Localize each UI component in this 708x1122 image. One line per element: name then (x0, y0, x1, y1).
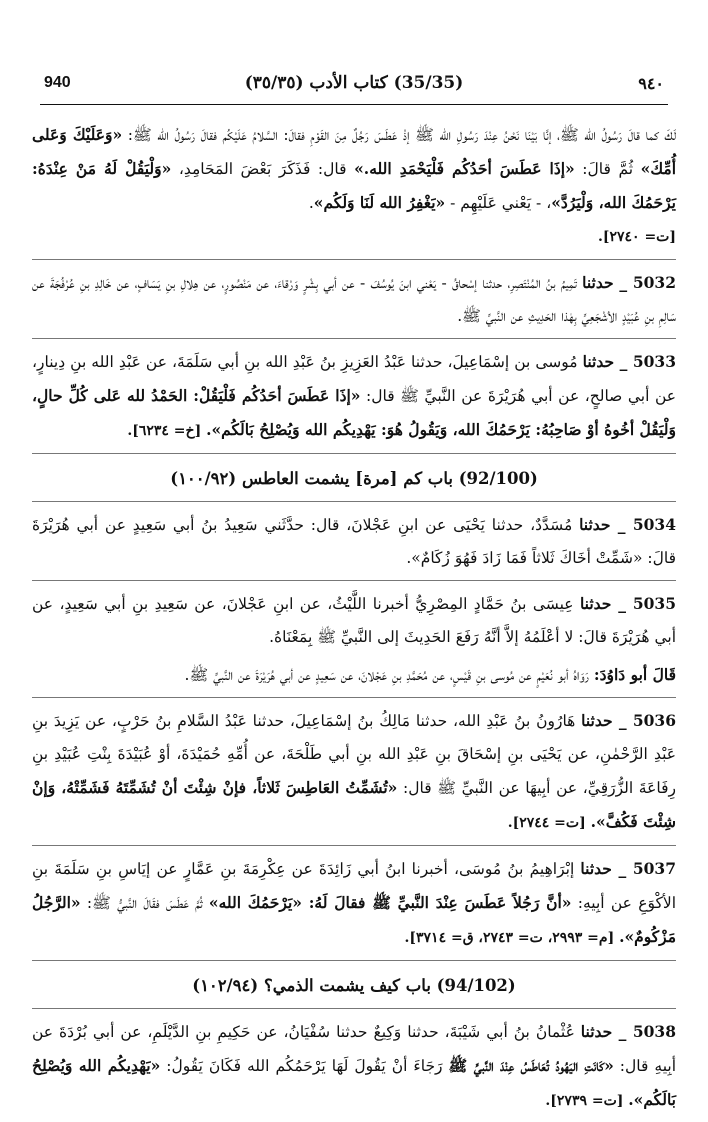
hadith-number: 5037 _ حدثنا (580, 859, 676, 878)
divider (32, 338, 676, 339)
page-header (40, 68, 668, 105)
hadith-5036: 5036 _ حدثنا هَارُونُ بنُ عَبْدِ الله، حدثنا مَالِكُ بنُ إسْمَاعِيلَ، حدثنا عَبْدُ السَّلامِ بنُ حَرْبٍ، عن يَزِيدَ بنِ عَبْدِ الرَّحْمٰنِ، عن يَحْيَى بنِ إسْحَاقَ بنِ عَبْدِ الله بنِ أبي طَلْحَةَ، عن أُمِّهِ حُمَيْدَةَ، أوْ عُبَيْدَةَ بِنْتِ عُبَيْدِ بنِ رِفَاعَةَ الزُّرَقِيِّ، عن أبِيهَا عن النَّبيِّ ﷺ قال: «تُشَمِّتُ العَاطِسَ ثَلاثاً، فإنْ شِئْتَ أنْ تُشَمِّتَهُ فَشَمِّتْهُ، وَإنْ شِئْتَ فَكُفَّ». [ت= ٢٧٤٤]. (32, 711, 676, 831)
hadith-5032: 5032 _ حدثنا تَمِيمُ بنُ المُنْتَصِرِ، حدثنا إسْحاقُ - يَعْني ابنَ يُوسُفَ - عن أبي بِشْرٍ وَرْقاءَ، عن مَنْصُورٍ، عن هِلالِ بنِ يَسَافٍ، عن خَالِدِ بنِ عُرْفُجَةَ عن سَالِمِ بنِ عُبَيْدٍ الأشْجَعِيِّ بِهٰذا الحَدِيثِ عن النَّبيِّ ﷺ. (32, 273, 676, 325)
hadith-5037: 5037 _ حدثنا إبْرَاهِيمُ بنُ مُوسَى، أخبرنا ابنُ أبي زَائِدَةَ عن عِكْرِمَةَ بنِ عَمَّارٍ عن إيَاسِ بنِ سَلَمَةَ بنِ الأكْوَعِ عن أبِيهِ: «أنَّ رَجُلاً عَطَسَ عِنْدَ النَّبيِّ ﷺ فقالَ لَهُ: «يَرْحَمُكَ الله» ثُمَّ عَطَسَ فقَالَ النَّبيُّ ﷺ: «الرَّجُلُ مَزْكُومٌ». [م= ٢٩٩٣، ت= ٢٧٤٣، ق= ٣٧١٤]. (32, 859, 676, 946)
divider (32, 1008, 676, 1009)
divider (32, 845, 676, 846)
chapter-heading-92: (92/100) باب كم [مرة] يشمت العاطس (١٠٠/٩٢) (170, 469, 538, 488)
hadith-number: 5035 _ حدثنا (579, 594, 676, 613)
chapter-heading-94: (94/102) باب كيف يشمت الذمي؟ (١٠٢/٩٤) (192, 976, 516, 995)
divider (32, 501, 676, 502)
divider (32, 580, 676, 581)
reference: [ت= ٢٧٣٩]. (545, 1093, 629, 1109)
divider (32, 960, 676, 961)
reference: [خ= ٦٢٣٤]. (127, 423, 207, 439)
hadith-5034: 5034 _ حدثنا مُسَدَّدٌ، حدثنا يَحْيَى عن ابنِ عَجْلانَ، قال: حدَّثَني سَعِيدُ بنُ أبي سَعِيدٍ عن أبي هُرَيْرَةَ قالَ: «شَمِّتْ أخَاكَ ثَلاثاً فَمَا زَادَ فَهُوَ زُكَامٌ». (32, 515, 676, 567)
running-title: (35/35) كتاب الأدب (٣٥/٣٥) (244, 73, 464, 93)
hadith-number: 5036 _ حدثنا (581, 711, 676, 730)
reference: [م= ٢٩٩٣، ت= ٢٧٤٣، ق= ٣٧١٤]. (404, 930, 620, 946)
page-number-arabic: ٩٤٠ (638, 74, 664, 93)
page-number-latin: 940 (44, 74, 71, 91)
reference: [ت= ٢٧٤٤]. (507, 815, 591, 831)
divider (32, 697, 676, 698)
divider (32, 453, 676, 454)
reference: [ت= ٢٧٤٠]. (598, 229, 676, 245)
hadith-number: 5034 _ حدثنا (579, 515, 676, 534)
hadith-5035: 5035 _ حدثنا عِيسَى بنُ حَمَّادٍ المِصْرِيُّ أخبرنا اللَّيْثُ، عن ابنِ عَجْلانَ، عن سَعِيدِ بنِ أبي سَعِيدٍ، عن أبي هُرَيْرَةَ قالَ: لا أعْلَمُهُ إلاَّ أنَّهُ رَفَعَ الحَدِيثَ إلى النَّبيِّ ﷺ بِمَعْنَاهُ. (32, 594, 676, 646)
hadith-5038: 5038 _ حدثنا عُثْمانُ بنُ أبي شَيْبَةَ، حدثنا وَكِيعٌ حدثنا سُفْيَانُ، عن حَكِيمِ بنِ الدَّيْلَمِ، عن أبي بُرْدَةَ عن أبِيهِ قال: «كَانَتِ اليَهُودُ تُعَاطَسُ عِنْدَ النَّبيِّ ﷺ رَجَاءَ أنْ يَقُولَ لَهَا يَرْحَمُكُم الله فَكَانَ يَقُولُ: «يَهْدِيكُم الله وَيُصْلِحُ بَالَكُم». [ت= ٢٧٣٩]. (32, 1022, 677, 1109)
hadith-number: 5038 _ حدثنا (580, 1022, 676, 1041)
continuation-paragraph: لَكَ كما قالَ رَسُولُ الله ﷺ، إنَّا بَيْنَا نَحْنُ عِنْدَ رَسُولِ الله ﷺ إذْ عَطَسَ رَجُلٌ مِنَ القَوْمِ فقالَ: السَّلامُ عَلَيْكُم فقالَ رَسُولُ الله ﷺ: «وَعَلَيْكَ وَعَلى أُمِّكَ» ثُمَّ قالَ: «إذَا عَطَسَ أحَدُكُم فَلْيَحْمَدِ الله.» قال: فَذَكَرَ بَعْضَ المَحَامِدِ، «وَلْيَقُلْ لَهُ مَنْ عِنْدَهُ: يَرْحَمُكَ الله، وَلْيَرُدَّ»، - يَعْني عَلَيْهِم - «يَغْفِرُ الله لَنَا وَلَكُم». [ت= ٢٧٤٠]. (32, 125, 677, 245)
abu-dawud-note: قَالَ أبو دَاوُدَ: رَوَاهُ أبو نُعَيْمٍ عن مُوسى بنِ قَيْسٍ، عن مُحَمَّدِ بنِ عَجْلانَ، عن سَعِيدٍ عن أبي هُرَيْرَةَ عن النَّبيِّ ﷺ. (184, 665, 676, 684)
page-body (32, 118, 676, 1122)
hadith-number: 5033 _ حدثنا (582, 352, 676, 371)
divider (32, 259, 676, 260)
hadith-number: 5032 _ حدثنا (582, 273, 676, 292)
hadith-5033: 5033 _ حدثنا مُوسى بن إسْمَاعِيلَ، حدثنا عَبْدُ العَزِيزِ بنُ عَبْدِ الله بنِ أبي سَلَمَةَ، عن عَبْدِ الله بنِ دِينارٍ، عن أبي صالحٍ، عن أبي هُرَيْرَةَ عن النَّبيِّ ﷺ قال: «إذَا عَطَسَ أحَدُكُم فَلْيَقُلْ: الحَمْدُ لله عَلى كُلِّ حالٍ، وَلْيَقُلْ أخُوهُ أوْ صَاحِبُهُ: يَرْحَمُكَ الله، وَيَقُولُ هُوَ: يَهْدِيكُم الله وَيُصْلِحُ بَالَكُم». [خ= ٦٢٣٤]. (32, 352, 676, 439)
